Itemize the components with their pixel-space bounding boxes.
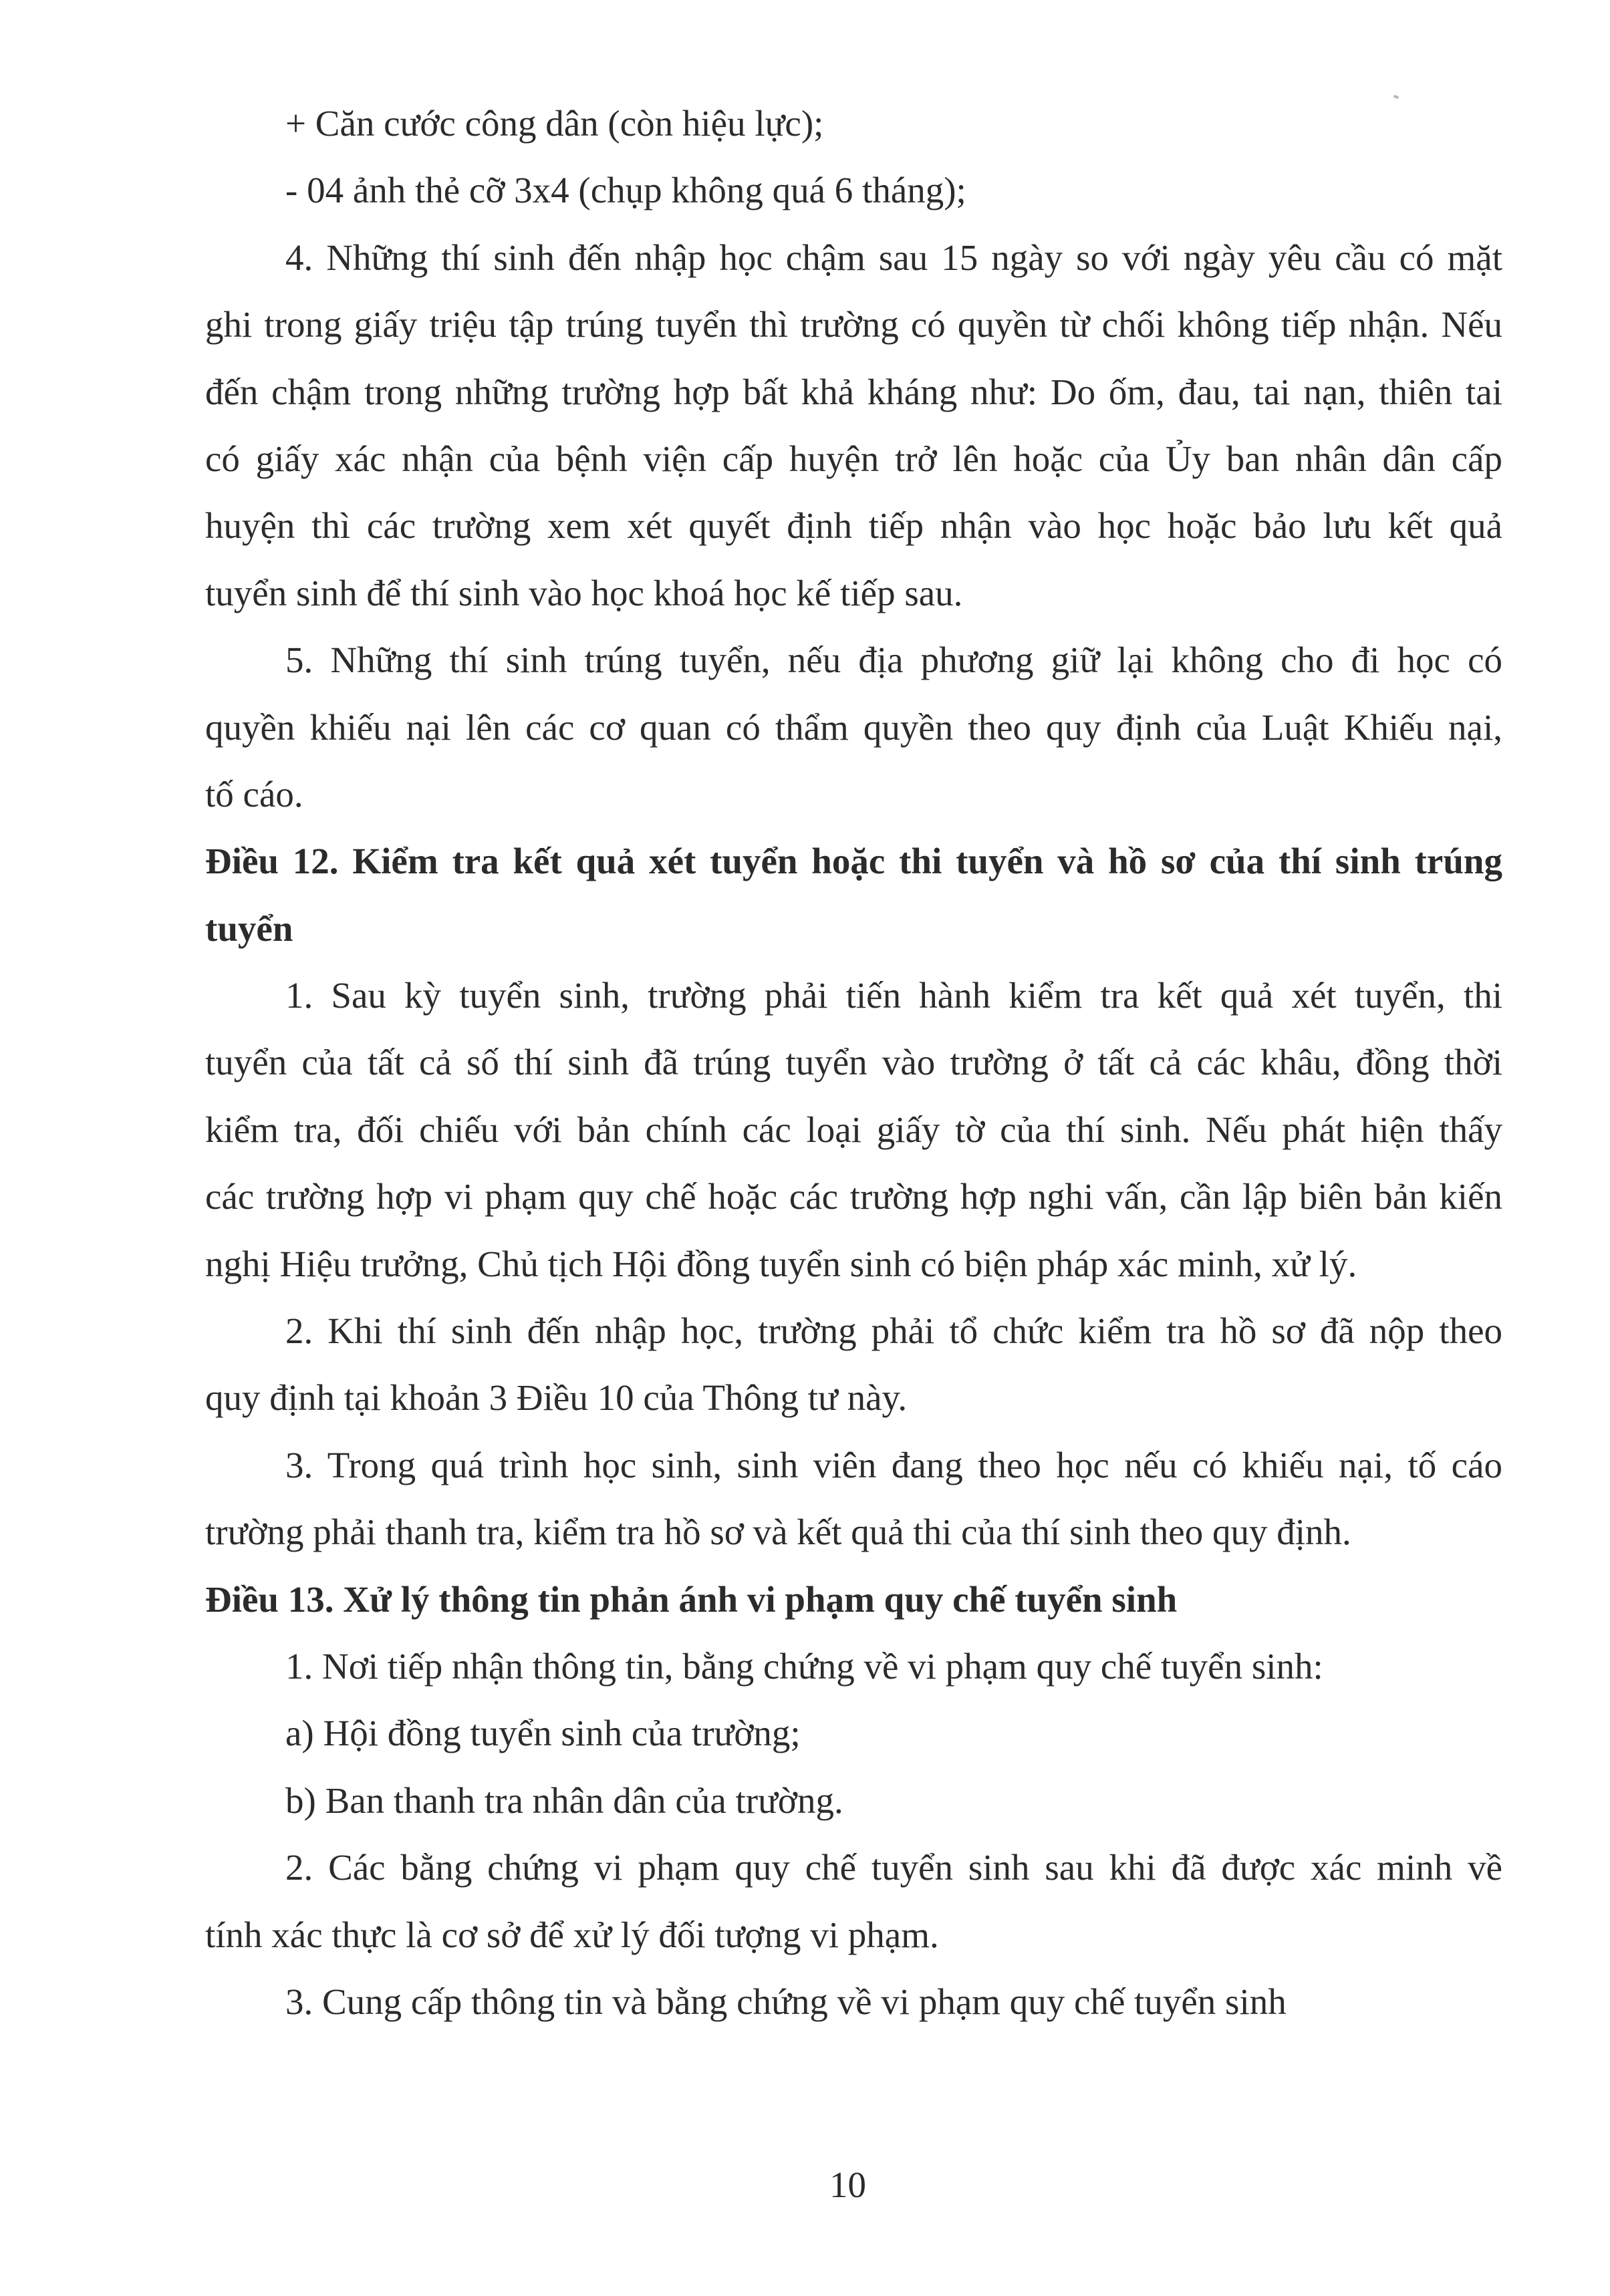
- body-text-line: tuyển của tất cả số thí sinh đã trúng tuyển vào trường ở tất cả các khâu, đồng thời: [205, 1042, 1502, 1083]
- body-text-line: 1. Sau kỳ tuyển sinh, trường phải tiến hành kiểm tra kết quả xét tuyển, thi: [285, 975, 1502, 1016]
- body-text-line: có giấy xác nhận của bệnh viện cấp huyện trở lên hoặc của Ủy ban nhân dân cấp: [205, 438, 1502, 479]
- body-text-line: a) Hội đồng tuyển sinh của trường;: [285, 1713, 801, 1754]
- body-text-line: tuyển sinh để thí sinh vào học khoá học kế tiếp sau.: [205, 572, 963, 613]
- page-number: 10: [829, 2164, 866, 2205]
- body-text-line: đến chậm trong những trường hợp bất khả kháng như: Do ốm, đau, tai nạn, thiên tai: [205, 371, 1502, 412]
- body-text-line: 1. Nơi tiếp nhận thông tin, bằng chứng về vi phạm quy chế tuyển sinh:: [285, 1645, 1323, 1687]
- article-heading-line: Điều 12. Kiểm tra kết quả xét tuyển hoặc thi tuyển và hồ sơ của thí sinh trúng: [205, 841, 1502, 882]
- body-text-line: tính xác thực là cơ sở để xử lý đối tượng vi phạm.: [205, 1914, 939, 1955]
- body-text-line: 3. Cung cấp thông tin và bằng chứng về vi phạm quy chế tuyển sinh: [285, 1981, 1287, 2022]
- body-text-line: quyền khiếu nại lên các cơ quan có thẩm quyền theo quy định của Luật Khiếu nại,: [205, 706, 1502, 748]
- document-body: [205, 90, 1502, 2035]
- body-text-line: tố cáo.: [205, 773, 303, 815]
- body-text-line: huyện thì các trường xem xét quyết định tiếp nhận vào học hoặc bảo lưu kết quả: [205, 505, 1502, 547]
- body-text-line: 3. Trong quá trình học sinh, sinh viên đang theo học nếu có khiếu nại, tố cáo: [285, 1444, 1502, 1485]
- body-text-line: trường phải thanh tra, kiểm tra hồ sơ và kết quả thi của thí sinh theo quy định.: [205, 1512, 1351, 1553]
- body-text-line: 2. Các bằng chứng vi phạm quy chế tuyển sinh sau khi đã được xác minh về: [285, 1847, 1502, 1888]
- body-text-line: 4. Những thí sinh đến nhập học chậm sau 15 ngày so với ngày yêu cầu có mặt: [285, 237, 1502, 278]
- body-text-line: + Căn cước công dân (còn hiệu lực);: [285, 103, 824, 144]
- article-heading-line: Điều 13. Xử lý thông tin phản ánh vi phạm quy chế tuyển sinh: [205, 1578, 1178, 1620]
- body-text-line: - 04 ảnh thẻ cỡ 3x4 (chụp không quá 6 tháng);: [285, 170, 966, 211]
- article-heading-line: tuyển: [205, 907, 293, 949]
- body-text-line: ghi trong giấy triệu tập trúng tuyển thì trường có quyền từ chối không tiếp nhận. Nếu: [205, 304, 1502, 345]
- body-text-line: kiểm tra, đối chiếu với bản chính các loại giấy tờ của thí sinh. Nếu phát hiện thấy: [205, 1109, 1502, 1150]
- body-text-line: 5. Những thí sinh trúng tuyển, nếu địa phương giữ lại không cho đi học có: [285, 639, 1502, 681]
- body-text-line: b) Ban thanh tra nhân dân của trường.: [285, 1779, 843, 1821]
- body-text-line: nghị Hiệu trưởng, Chủ tịch Hội đồng tuyển sinh có biện pháp xác minh, xử lý.: [205, 1243, 1357, 1284]
- body-text-line: 2. Khi thí sinh đến nhập học, trường phải tổ chức kiểm tra hồ sơ đã nộp theo: [285, 1310, 1502, 1352]
- body-text-line: các trường hợp vi phạm quy chế hoặc các trường hợp nghi vấn, cần lập biên bản kiến: [205, 1176, 1502, 1217]
- body-text-line: quy định tại khoản 3 Điều 10 của Thông tư này.: [205, 1377, 908, 1419]
